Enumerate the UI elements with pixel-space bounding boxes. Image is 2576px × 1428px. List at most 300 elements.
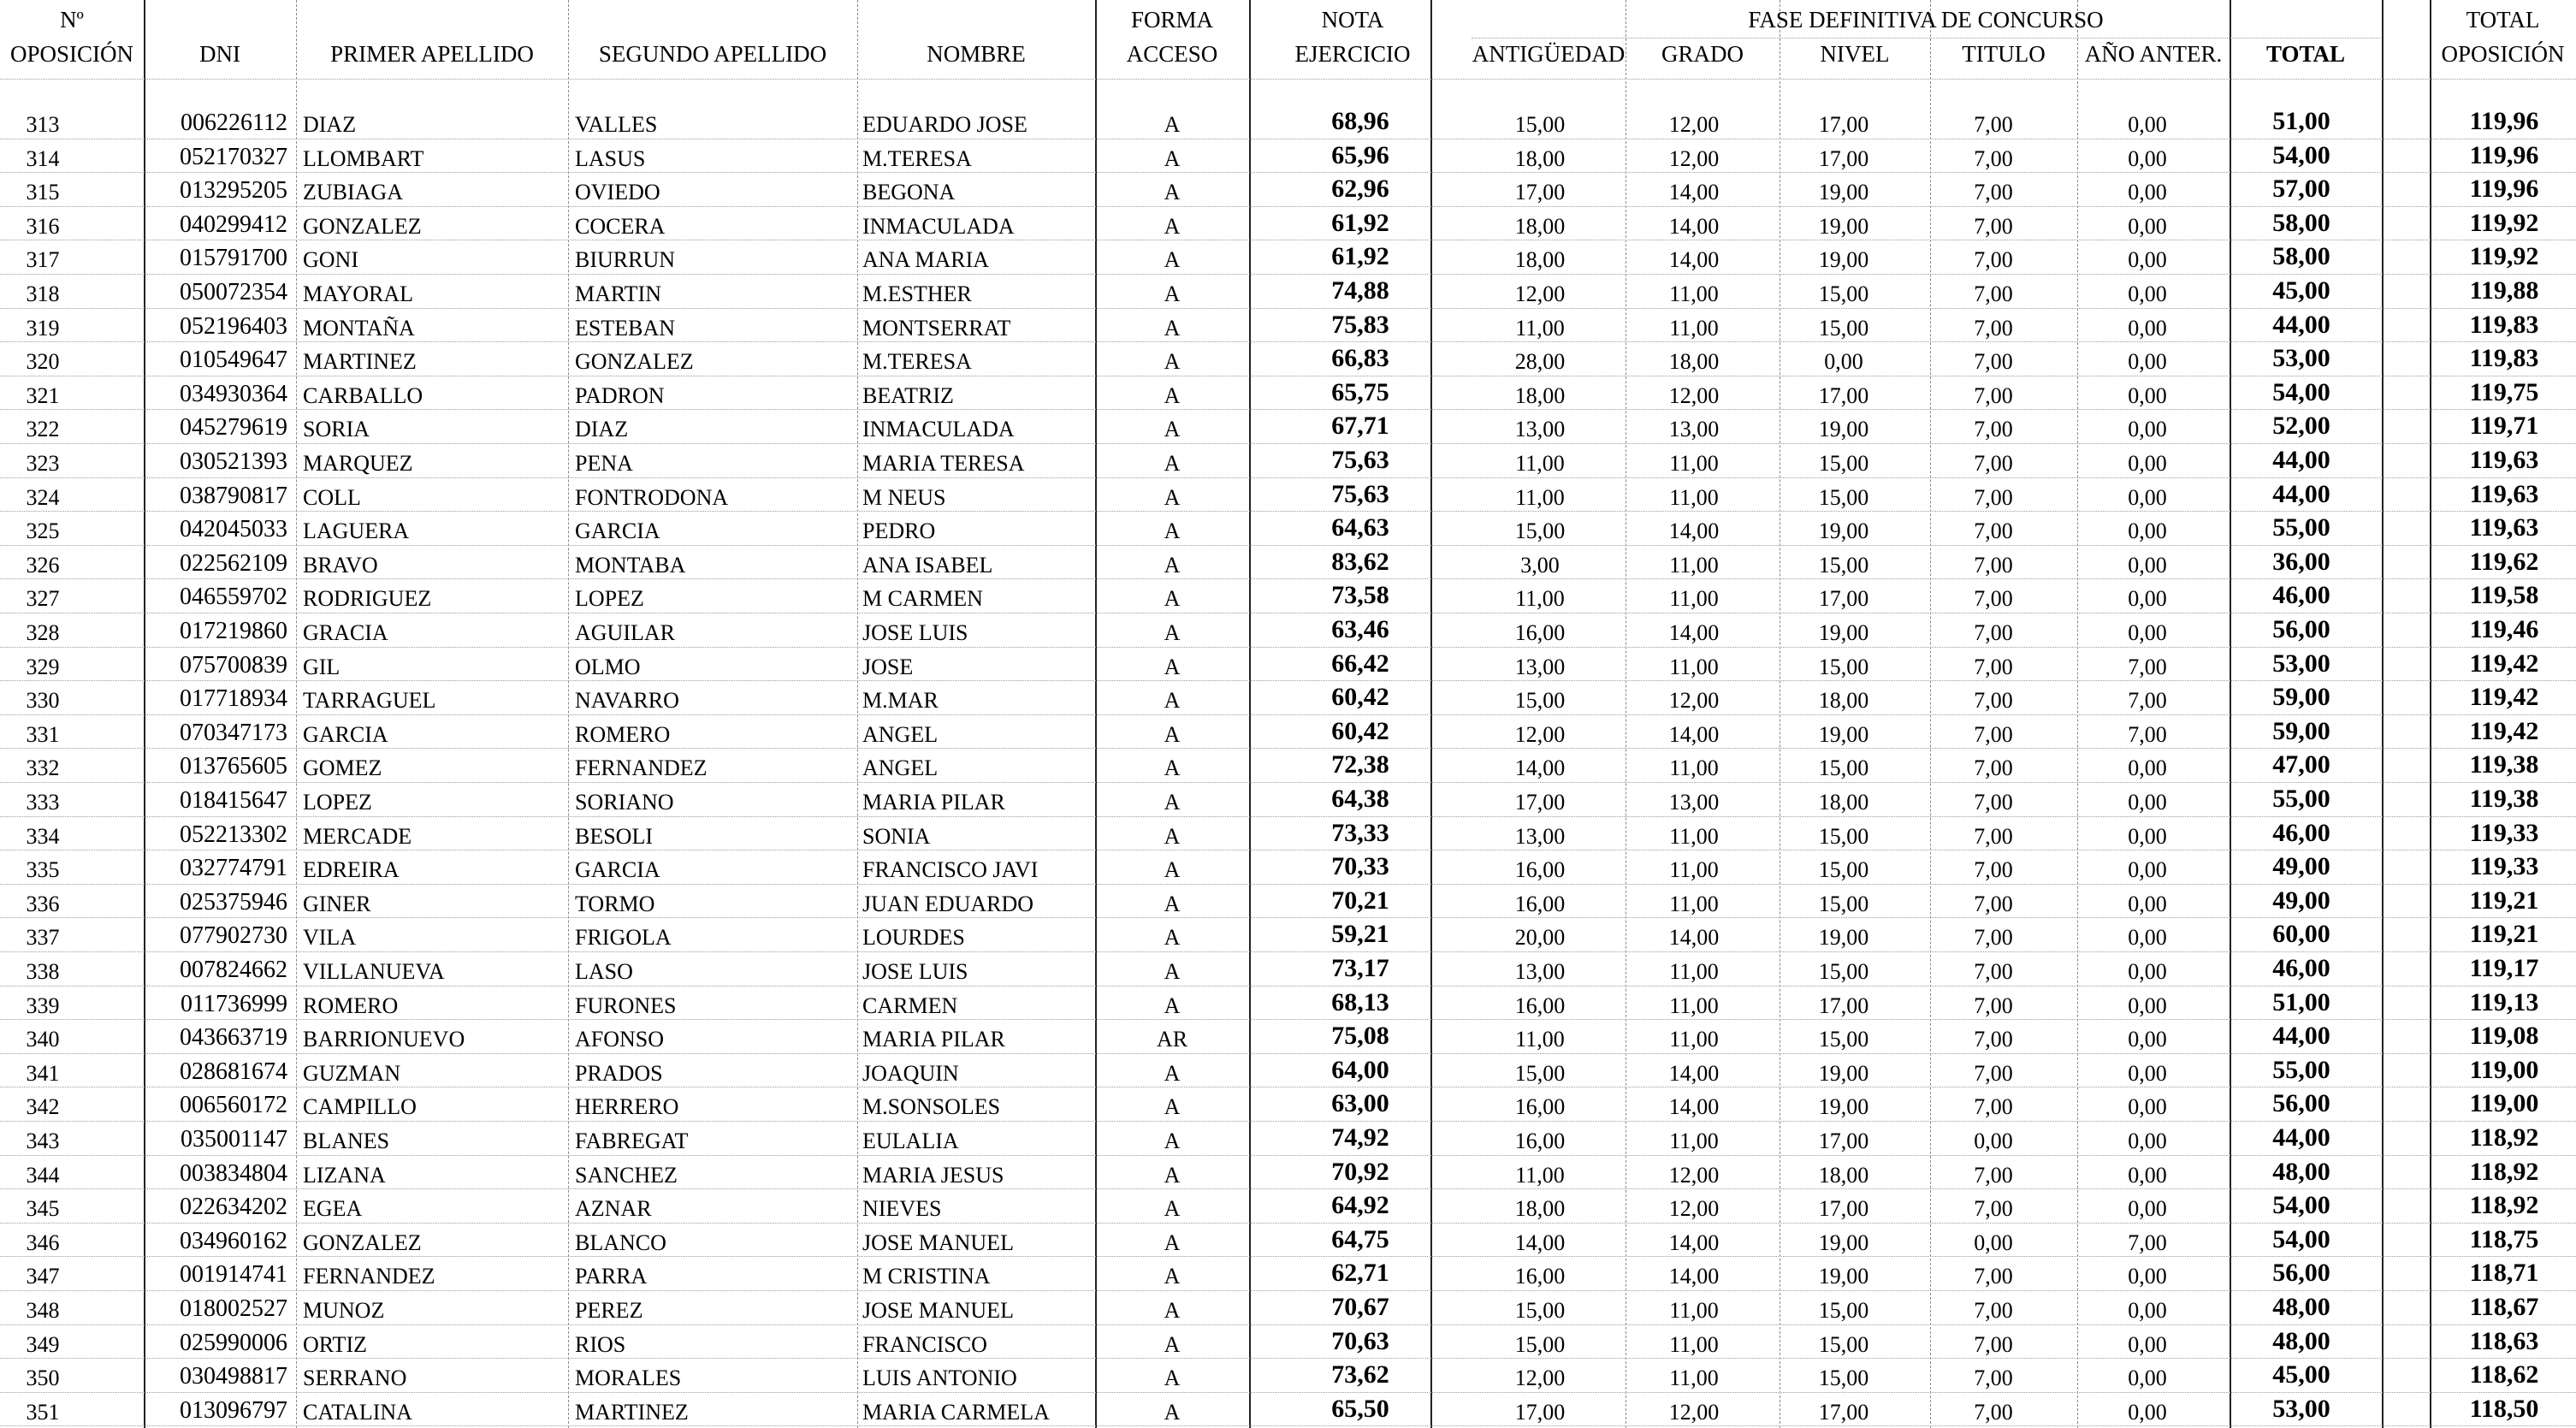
cell-nivel: 17,00: [1818, 112, 1869, 137]
cell-titulo: 7,00: [1974, 112, 2013, 137]
cell-nivel: 15,00: [1818, 1331, 1869, 1357]
cell-titulo: 7,00: [1974, 145, 2013, 171]
table-row: [0, 886, 2576, 920]
cell-primer-apellido: SERRANO: [303, 1366, 407, 1391]
cell-forma-acceso: A: [1164, 1094, 1181, 1120]
cell-segundo-apellido: FONTRODONA: [575, 484, 729, 510]
cell-primer-apellido: GUZMAN: [303, 1060, 401, 1086]
table-row: [0, 547, 2576, 581]
cell-ano-anter: 7,00: [2128, 721, 2167, 747]
cell-grado: 14,00: [1668, 721, 1720, 747]
cell-nombre: BEGONA: [862, 180, 956, 205]
cell-nivel: 15,00: [1818, 823, 1869, 849]
cell-primer-apellido: BRAVO: [303, 552, 378, 578]
cell-dni: 006560172: [180, 1092, 287, 1119]
cell-total-concurso: 54,00: [2272, 1224, 2330, 1253]
cell-segundo-apellido: MARTIN: [575, 281, 661, 306]
cell-antiguedad: 18,00: [1514, 145, 1566, 171]
cell-primer-apellido: FERNANDEZ: [303, 1264, 435, 1289]
cell-dni: 001914741: [180, 1261, 287, 1289]
header-ano-anter: AÑO ANTER.: [2084, 41, 2223, 67]
cell-grado: 11,00: [1669, 552, 1719, 578]
cell-nota-ejercicio: 64,92: [1331, 1191, 1389, 1220]
cell-grado: 11,00: [1669, 586, 1719, 612]
cell-forma-acceso: A: [1164, 1366, 1181, 1391]
cell-dni: 034930364: [180, 380, 287, 407]
cell-forma-acceso: A: [1164, 857, 1181, 883]
cell-nivel: 15,00: [1818, 1027, 1869, 1052]
cell-titulo: 7,00: [1974, 1027, 2013, 1052]
cell-antiguedad: 20,00: [1514, 925, 1566, 951]
cell-nota-ejercicio: 68,13: [1331, 987, 1389, 1016]
row-rule: [0, 443, 2576, 444]
cell-primer-apellido: LAGUERA: [303, 518, 410, 544]
cell-titulo: 7,00: [1974, 755, 2013, 781]
cell-n-oposicion: 341: [26, 1060, 60, 1086]
cell-forma-acceso: A: [1164, 1162, 1181, 1188]
row-rule: [0, 409, 2576, 410]
cell-forma-acceso: A: [1164, 721, 1181, 747]
cell-total-concurso: 36,00: [2272, 547, 2330, 576]
cell-antiguedad: 16,00: [1514, 1264, 1566, 1289]
cell-dni: 038790817: [180, 482, 287, 509]
cell-total-concurso: 45,00: [2272, 1360, 2330, 1389]
cell-total-oposicion: 119,38: [2469, 750, 2539, 779]
cell-segundo-apellido: BESOLI: [575, 823, 653, 849]
cell-segundo-apellido: LASUS: [575, 145, 646, 171]
cell-antiguedad: 14,00: [1514, 1230, 1566, 1255]
cell-forma-acceso: A: [1164, 349, 1181, 375]
cell-titulo: 7,00: [1974, 180, 2013, 205]
cell-grado: 11,00: [1669, 755, 1719, 781]
header-primer-apellido: PRIMER APELLIDO: [330, 41, 534, 67]
cell-total-oposicion: 119,96: [2469, 107, 2539, 135]
cell-primer-apellido: VILA: [303, 925, 357, 951]
cell-nivel: 15,00: [1818, 315, 1869, 341]
cell-total-concurso: 44,00: [2272, 1123, 2330, 1152]
cell-total-oposicion: 119,08: [2469, 1022, 2539, 1051]
row-rule: [0, 647, 2576, 648]
cell-total-oposicion: 119,13: [2469, 987, 2539, 1016]
row-rule: [0, 511, 2576, 512]
cell-antiguedad: 15,00: [1514, 518, 1566, 544]
cell-total-concurso: 53,00: [2272, 649, 2330, 678]
cell-total-concurso: 44,00: [2272, 479, 2330, 508]
cell-segundo-apellido: AGUILAR: [575, 620, 675, 645]
cell-segundo-apellido: DIAZ: [575, 417, 629, 442]
cell-total-oposicion: 119,38: [2469, 785, 2539, 813]
cell-total-concurso: 52,00: [2272, 412, 2330, 441]
cell-ano-anter: 0,00: [2128, 586, 2167, 612]
cell-nota-ejercicio: 64,00: [1331, 1055, 1389, 1084]
cell-dni: 030521393: [180, 448, 287, 475]
cell-primer-apellido: MONTAÑA: [303, 315, 415, 341]
cell-n-oposicion: 329: [26, 654, 60, 679]
cell-total-concurso: 60,00: [2272, 920, 2330, 949]
cell-forma-acceso: A: [1164, 1298, 1181, 1323]
cell-total-oposicion: 119,46: [2469, 615, 2539, 643]
header-nivel: NIVEL: [1820, 41, 1890, 67]
header-fase: FASE DEFINITIVA DE CONCURSO: [1748, 7, 2104, 33]
cell-grado: 13,00: [1668, 790, 1720, 815]
cell-n-oposicion: 325: [26, 518, 60, 544]
cell-ano-anter: 0,00: [2128, 247, 2167, 273]
cell-ano-anter: 0,00: [2128, 992, 2167, 1018]
cell-forma-acceso: A: [1164, 1129, 1181, 1153]
cell-dni: 013096797: [180, 1396, 287, 1424]
cell-antiguedad: 11,00: [1515, 1162, 1565, 1188]
cell-ano-anter: 0,00: [2128, 213, 2167, 239]
cell-ano-anter: 0,00: [2128, 790, 2167, 815]
cell-nota-ejercicio: 64,63: [1331, 513, 1389, 542]
cell-nota-ejercicio: 70,21: [1331, 886, 1389, 915]
cell-nombre: MARIA TERESA: [862, 451, 1025, 476]
row-rule: [0, 1290, 2576, 1291]
cell-total-concurso: 54,00: [2272, 140, 2330, 169]
cell-grado: 13,00: [1668, 417, 1720, 442]
cell-primer-apellido: TARRAGUEL: [303, 688, 436, 714]
cell-nota-ejercicio: 66,42: [1331, 649, 1389, 678]
cell-nivel: 15,00: [1818, 484, 1869, 510]
cell-primer-apellido: GONI: [303, 247, 358, 273]
cell-n-oposicion: 342: [26, 1094, 60, 1120]
cell-nombre: EULALIA: [862, 1129, 959, 1153]
cell-primer-apellido: EGEA: [303, 1196, 363, 1222]
cell-titulo: 7,00: [1974, 1060, 2013, 1086]
cell-forma-acceso: A: [1164, 180, 1181, 205]
cell-grado: 11,00: [1669, 959, 1719, 984]
cell-nota-ejercicio: 59,21: [1331, 920, 1389, 949]
cell-ano-anter: 0,00: [2128, 349, 2167, 375]
cell-nota-ejercicio: 63,00: [1331, 1089, 1389, 1118]
cell-ano-anter: 0,00: [2128, 518, 2167, 544]
cell-nota-ejercicio: 65,75: [1331, 377, 1389, 406]
cell-forma-acceso: AR: [1156, 1027, 1188, 1052]
cell-total-oposicion: 119,83: [2469, 310, 2539, 339]
table-row: [0, 276, 2576, 310]
cell-total-oposicion: 118,50: [2469, 1394, 2539, 1423]
cell-ano-anter: 7,00: [2128, 654, 2167, 679]
cell-n-oposicion: 338: [26, 959, 60, 984]
table-row: [0, 580, 2576, 614]
cell-total-concurso: 59,00: [2272, 683, 2330, 712]
cell-nombre: MARIA PILAR: [862, 1027, 1005, 1052]
cell-nombre: ANA MARIA: [862, 247, 990, 273]
header-rule: [1472, 38, 2380, 39]
cell-nota-ejercicio: 61,92: [1331, 208, 1389, 237]
cell-nivel: 19,00: [1818, 1264, 1869, 1289]
cell-grado: 11,00: [1669, 1027, 1719, 1052]
cell-grado: 18,00: [1668, 349, 1720, 375]
cell-nota-ejercicio: 62,96: [1331, 175, 1389, 204]
cell-nombre: MARIA PILAR: [862, 790, 1005, 815]
cell-antiguedad: 11,00: [1515, 586, 1565, 612]
cell-nivel: 19,00: [1818, 518, 1869, 544]
cell-nota-ejercicio: 60,42: [1331, 683, 1389, 712]
cell-antiguedad: 14,00: [1514, 755, 1566, 781]
cell-dni: 018415647: [180, 787, 287, 814]
cell-ano-anter: 0,00: [2128, 1060, 2167, 1086]
cell-primer-apellido: GINER: [303, 891, 371, 916]
cell-dni: 040299412: [180, 210, 287, 238]
cell-total-concurso: 54,00: [2272, 377, 2330, 406]
row-rule: [0, 206, 2576, 207]
cell-dni: 032774791: [180, 855, 287, 882]
row-rule: [0, 341, 2576, 342]
cell-ano-anter: 0,00: [2128, 281, 2167, 306]
cell-nombre: JUAN EDUARDO: [862, 891, 1034, 916]
cell-nivel: 19,00: [1818, 925, 1869, 951]
cell-nota-ejercicio: 65,96: [1331, 140, 1389, 169]
cell-nombre: JOSE MANUEL: [862, 1298, 1014, 1323]
table-row: [0, 919, 2576, 953]
cell-dni: 042045033: [180, 516, 287, 543]
cell-nivel: 19,00: [1818, 247, 1869, 273]
cell-grado: 14,00: [1668, 1230, 1720, 1255]
cell-nivel: 18,00: [1818, 790, 1869, 815]
cell-segundo-apellido: LASO: [575, 959, 633, 984]
cell-dni: 045279619: [180, 414, 287, 441]
cell-total-oposicion: 119,96: [2469, 140, 2539, 169]
cell-nombre: BEATRIZ: [862, 382, 954, 408]
cell-titulo: 7,00: [1974, 552, 2013, 578]
row-rule: [0, 1392, 2576, 1393]
cell-total-oposicion: 118,63: [2469, 1326, 2539, 1355]
table-row: [0, 614, 2576, 649]
cell-total-oposicion: 119,00: [2469, 1055, 2539, 1084]
cell-nota-ejercicio: 75,08: [1331, 1022, 1389, 1051]
cell-titulo: 7,00: [1974, 857, 2013, 883]
cell-segundo-apellido: LOPEZ: [575, 586, 644, 612]
cell-nota-ejercicio: 60,42: [1331, 716, 1389, 745]
row-rule: [0, 1324, 2576, 1325]
cell-grado: 12,00: [1668, 145, 1720, 171]
row-rule: [0, 1121, 2576, 1122]
cell-antiguedad: 16,00: [1514, 891, 1566, 916]
cell-segundo-apellido: MARTINEZ: [575, 1399, 689, 1425]
cell-segundo-apellido: FRIGOLA: [575, 925, 672, 951]
cell-dni: 077902730: [180, 922, 287, 950]
row-rule: [0, 308, 2576, 309]
cell-titulo: 7,00: [1974, 688, 2013, 714]
cell-dni: 010549647: [180, 347, 287, 374]
cell-titulo: 7,00: [1974, 891, 2013, 916]
cell-nota-ejercicio: 65,50: [1331, 1394, 1389, 1423]
cell-ano-anter: 0,00: [2128, 755, 2167, 781]
cell-ano-anter: 0,00: [2128, 552, 2167, 578]
cell-nombre: M.MAR: [862, 688, 939, 714]
cell-nombre: LOURDES: [862, 925, 965, 951]
cell-forma-acceso: A: [1164, 586, 1181, 612]
cell-segundo-apellido: GARCIA: [575, 518, 660, 544]
row-rule: [0, 1425, 2576, 1426]
table-row: [0, 513, 2576, 547]
cell-segundo-apellido: ESTEBAN: [575, 315, 675, 341]
table-row: [0, 1258, 2576, 1292]
cell-total-oposicion: 119,63: [2469, 479, 2539, 508]
cell-nivel: 19,00: [1818, 417, 1869, 442]
cell-dni: 013765605: [180, 753, 287, 780]
cell-nivel: 17,00: [1818, 992, 1869, 1018]
cell-total-concurso: 44,00: [2272, 446, 2330, 474]
cell-grado: 11,00: [1669, 1298, 1719, 1323]
cell-forma-acceso: A: [1164, 417, 1181, 442]
cell-antiguedad: 17,00: [1514, 1399, 1566, 1425]
cell-total-concurso: 44,00: [2272, 310, 2330, 339]
cell-total-concurso: 58,00: [2272, 242, 2330, 271]
cell-segundo-apellido: ROMERO: [575, 721, 671, 747]
cell-segundo-apellido: SORIANO: [575, 790, 674, 815]
cell-grado: 11,00: [1669, 451, 1719, 476]
cell-ano-anter: 0,00: [2128, 620, 2167, 645]
cell-primer-apellido: RODRIGUEZ: [303, 586, 432, 612]
cell-primer-apellido: LIZANA: [303, 1162, 386, 1188]
cell-n-oposicion: 346: [26, 1230, 60, 1255]
cell-primer-apellido: BLANES: [303, 1129, 390, 1153]
cell-grado: 11,00: [1669, 891, 1719, 916]
cell-n-oposicion: 336: [26, 891, 60, 916]
cell-total-oposicion: 119,88: [2469, 276, 2539, 305]
row-rule: [0, 1188, 2576, 1189]
cell-total-oposicion: 119,33: [2469, 818, 2539, 847]
cell-segundo-apellido: MORALES: [575, 1366, 682, 1391]
cell-grado: 11,00: [1669, 857, 1719, 883]
cell-antiguedad: 13,00: [1514, 823, 1566, 849]
cell-total-concurso: 46,00: [2272, 581, 2330, 610]
cell-segundo-apellido: PARRA: [575, 1264, 648, 1289]
cell-total-concurso: 57,00: [2272, 175, 2330, 204]
cell-grado: 14,00: [1668, 620, 1720, 645]
cell-nota-ejercicio: 70,92: [1331, 1157, 1389, 1186]
cell-antiguedad: 15,00: [1514, 1331, 1566, 1357]
cell-total-oposicion: 119,92: [2469, 208, 2539, 237]
cell-total-oposicion: 119,33: [2469, 852, 2539, 881]
cell-dni: 052170327: [180, 143, 287, 170]
cell-nombre: NIEVES: [862, 1196, 942, 1222]
cell-n-oposicion: 344: [26, 1162, 60, 1188]
cell-nota-ejercicio: 73,33: [1331, 818, 1389, 847]
cell-nota-ejercicio: 62,71: [1331, 1259, 1389, 1288]
cell-segundo-apellido: AZNAR: [575, 1196, 652, 1222]
cell-titulo: 7,00: [1974, 349, 2013, 375]
cell-ano-anter: 0,00: [2128, 1094, 2167, 1120]
cell-ano-anter: 0,00: [2128, 925, 2167, 951]
cell-nivel: 15,00: [1818, 552, 1869, 578]
table-row: [0, 987, 2576, 1022]
cell-titulo: 7,00: [1974, 213, 2013, 239]
cell-nivel: 17,00: [1818, 1399, 1869, 1425]
cell-primer-apellido: LOPEZ: [303, 790, 372, 815]
cell-nombre: M.TERESA: [862, 349, 972, 375]
cell-forma-acceso: A: [1164, 1399, 1181, 1425]
header-n-top: Nº: [60, 7, 84, 33]
cell-grado: 14,00: [1668, 213, 1720, 239]
cell-segundo-apellido: VALLES: [575, 112, 658, 137]
cell-total-oposicion: 119,75: [2469, 377, 2539, 406]
cell-ano-anter: 0,00: [2128, 857, 2167, 883]
cell-dni: 052213302: [180, 821, 287, 848]
cell-n-oposicion: 349: [26, 1331, 60, 1357]
cell-primer-apellido: MUNOZ: [303, 1298, 385, 1323]
cell-segundo-apellido: MONTABA: [575, 552, 686, 578]
cell-antiguedad: 13,00: [1514, 959, 1566, 984]
cell-nombre: M.ESTHER: [862, 281, 972, 306]
cell-nivel: 19,00: [1818, 721, 1869, 747]
cell-dni: 017718934: [180, 685, 287, 713]
cell-titulo: 7,00: [1974, 1196, 2013, 1222]
cell-grado: 12,00: [1668, 1399, 1720, 1425]
cell-grado: 12,00: [1668, 688, 1720, 714]
cell-segundo-apellido: OLMO: [575, 654, 641, 679]
cell-segundo-apellido: GONZALEZ: [575, 349, 694, 375]
cell-titulo: 7,00: [1974, 1399, 2013, 1425]
cell-forma-acceso: A: [1164, 1331, 1181, 1357]
cell-antiguedad: 11,00: [1515, 1027, 1565, 1052]
cell-segundo-apellido: FERNANDEZ: [575, 755, 708, 781]
cell-nombre: CARMEN: [862, 992, 958, 1018]
cell-n-oposicion: 319: [26, 315, 60, 341]
header-rule: [0, 79, 2576, 80]
cell-segundo-apellido: FABREGAT: [575, 1129, 689, 1153]
table-row: [0, 953, 2576, 987]
cell-total-concurso: 54,00: [2272, 1191, 2330, 1220]
cell-forma-acceso: A: [1164, 552, 1181, 578]
row-rule: [0, 578, 2576, 579]
cell-total-concurso: 48,00: [2272, 1293, 2330, 1321]
row-rule: [0, 951, 2576, 952]
cell-primer-apellido: DIAZ: [303, 112, 357, 137]
cell-titulo: 7,00: [1974, 484, 2013, 510]
cell-forma-acceso: A: [1164, 992, 1181, 1018]
cell-nota-ejercicio: 72,38: [1331, 750, 1389, 779]
cell-forma-acceso: A: [1164, 1060, 1181, 1086]
cell-grado: 11,00: [1669, 281, 1719, 306]
cell-nivel: 15,00: [1818, 1366, 1869, 1391]
cell-nombre: MARIA CARMELA: [862, 1399, 1050, 1425]
cell-dni: 006226112: [181, 110, 287, 136]
cell-grado: 11,00: [1669, 1366, 1719, 1391]
cell-ano-anter: 0,00: [2128, 145, 2167, 171]
cell-nivel: 0,00: [1824, 349, 1863, 375]
cell-nota-ejercicio: 75,63: [1331, 446, 1389, 474]
cell-titulo: 7,00: [1974, 1331, 2013, 1357]
header-nota-bottom: EJERCICIO: [1294, 41, 1411, 67]
cell-forma-acceso: A: [1164, 518, 1181, 544]
cell-forma-acceso: A: [1164, 451, 1181, 476]
cell-ano-anter: 0,00: [2128, 1399, 2167, 1425]
cell-forma-acceso: A: [1164, 790, 1181, 815]
table-row: [0, 682, 2576, 716]
cell-ano-anter: 0,00: [2128, 112, 2167, 137]
cell-forma-acceso: A: [1164, 823, 1181, 849]
table-row: [0, 818, 2576, 852]
cell-segundo-apellido: AFONSO: [575, 1027, 665, 1052]
cell-nota-ejercicio: 64,75: [1331, 1224, 1389, 1253]
row-rule: [0, 884, 2576, 885]
cell-nombre: PEDRO: [862, 518, 936, 544]
cell-antiguedad: 18,00: [1514, 247, 1566, 273]
cell-nombre: EDUARDO JOSE: [862, 112, 1027, 137]
cell-total-concurso: 51,00: [2272, 987, 2330, 1016]
cell-antiguedad: 15,00: [1514, 1060, 1566, 1086]
header-n-bottom: OPOSICIÓN: [9, 41, 134, 67]
table-row: [0, 343, 2576, 377]
cell-segundo-apellido: OVIEDO: [575, 180, 660, 205]
table-row: [0, 1190, 2576, 1224]
cell-titulo: 7,00: [1974, 1162, 2013, 1188]
cell-antiguedad: 11,00: [1515, 315, 1565, 341]
cell-nivel: 15,00: [1818, 281, 1869, 306]
